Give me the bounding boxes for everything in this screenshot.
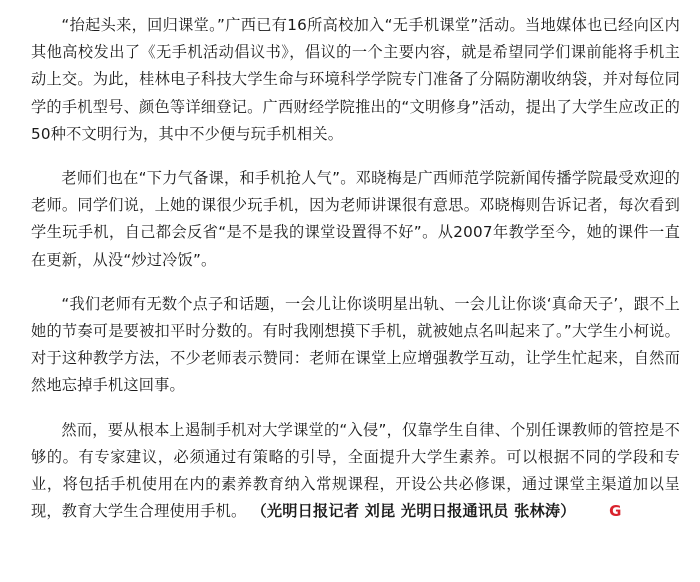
- article-paragraph-3: “我们老师有无数个点子和话题，一会儿让你谈明星出轨、一会儿让你谈‘真命天子’，跟不上她的节奏可是要被扣平时分数的。有时我刚想摸下手机，就被她点名叫起来了。”大学生小柯说。对于这种教学方法，不少老师表示赞同：老师在课堂上应增强教学互动，让学生忙起来，自然而然地忘掉手机这回事。: [31, 294, 680, 395]
- byline-credit: （光明日报记者 刘昆 光明日报通讯员 张林涛）: [251, 502, 576, 521]
- article-paragraph-2: 老师们也在“下力气备课，和手机抢人气”。邓晓梅是广西师范学院新闻传播学院最受欢迎的老师。同学们说，上她的课很少玩手机，因为老师讲课很有意思。邓晓梅则告诉记者，每次看到学生玩手机，自己都会反省“是不是我的课堂设置得不好”。从2007年教学至今，她的课件一直在更新，从没“炒过冷饭”。: [31, 169, 680, 269]
- source-logo-icon: G: [609, 502, 622, 521]
- article-paragraph-1: “抬起头来，回归课堂。”广西已有16所高校加入“无手机课堂”活动。当地媒体也已经向区内其他高校发出了《无手机活动倡议书》，倡议的一个主要内容，就是希望同学们课前能将手机主动上交。为此，桂林电子科技大学生命与环境科学学院专门准备了分隔防潮收纳袋，并对每位同学的手机型号、颜色等详细登记。广西财经学院推出的“文明修身”活动，提出了大学生应改正的50种不文明行为，其中不少便与玩手机相关。: [31, 16, 680, 143]
- article-paragraph-4: [31, 417, 680, 526]
- article-paragraph-4-text: 然而，要从根本上遏制手机对大学课堂的“入侵”，仅靠学生自律、个别任课教师的管控是不够的。有专家建议，必须通过有策略的引导，全面提升大学生素养。可以根据不同的学段和专业，将包括手机使用在内的素养教育纳入常规课程，开设公共必修课，通过课堂主渠道加以呈现，教育大学生合理使用手机。: [31, 420, 680, 521]
